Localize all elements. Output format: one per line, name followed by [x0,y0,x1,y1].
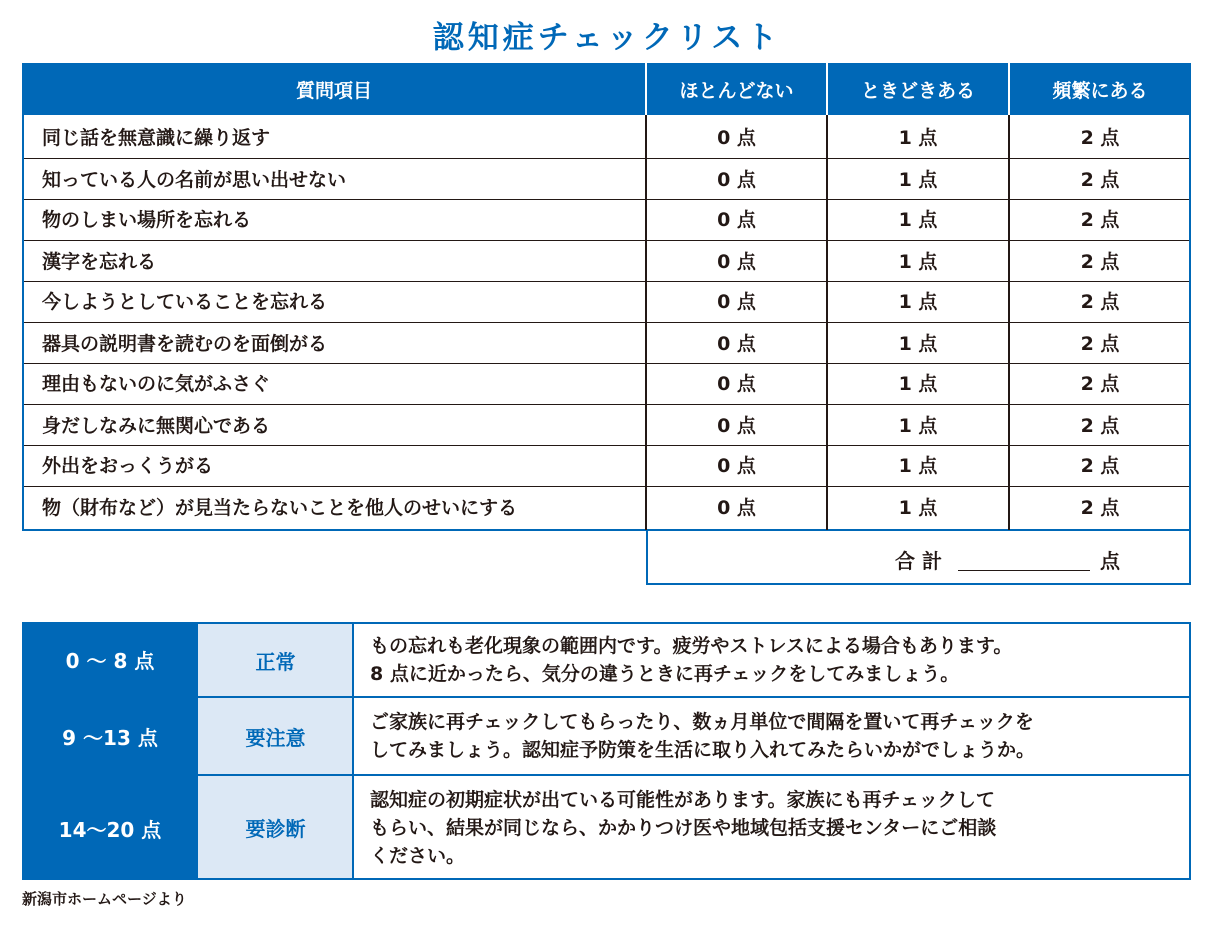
score-description [370,786,1180,870]
score-range: 9 ～13 点 [22,698,198,774]
score-label: 正常 [198,624,353,696]
total-blank[interactable] [958,570,1090,571]
question-text: 理由もないのに気がふさぐ [42,373,271,395]
score-sometimes: 1 点 [898,169,938,191]
table-row [22,200,1191,240]
score-sometimes: 1 点 [898,291,938,313]
row-divider [22,199,1191,200]
score-often: 2 点 [1080,209,1120,231]
description-line: もの忘れも老化現象の範囲内です。疲労やストレスによる場合もあります。 [370,635,1013,657]
scoring-row-divider [22,774,1191,776]
score-sometimes: 1 点 [898,415,938,437]
score-never: 0 点 [717,455,756,477]
row-divider [22,404,1191,405]
table-row [22,118,1191,158]
score-description [370,632,1180,688]
source-note: 新潟市ホームページより [22,890,187,908]
header-sometimes: ときどきある [827,63,1009,115]
header-question: 質問項目 [22,63,646,115]
score-sometimes: 1 点 [898,127,938,149]
question-text: 知っている人の名前が思い出せない [42,169,347,191]
score-never: 0 点 [717,291,756,313]
question-text: 物（財布など）が見当たらないことを他人のせいにする [42,497,518,519]
header-often: 頻繁にある [1009,63,1191,115]
score-often: 2 点 [1080,373,1120,395]
table-row [22,160,1191,200]
description-line: ご家族に再チェックしてもらったり、数ヵ月単位で間隔を置いて再チェックを [370,711,1034,733]
score-sometimes: 1 点 [898,455,938,477]
scoring-row-divider [22,696,1191,698]
scoring-column-divider [352,622,354,880]
total-unit: 点 [1100,549,1120,573]
score-sometimes: 1 点 [898,373,938,395]
page-title: 認知症チェックリスト [432,20,782,56]
score-never: 0 点 [717,415,756,437]
header-divider [826,63,828,115]
score-often: 2 点 [1080,497,1120,519]
row-divider [22,322,1191,323]
question-text: 物のしまい場所を忘れる [42,209,252,231]
score-label: 要診断 [198,776,353,878]
score-description [370,708,1180,764]
score-never: 0 点 [717,209,756,231]
score-range: 14～20 点 [22,776,198,880]
score-range: 0 ～ 8 点 [22,622,198,696]
score-sometimes: 1 点 [898,497,938,519]
description-line: してみましょう。認知症予防策を生活に取り入れてみたらいかがでしょうか。 [370,739,1036,761]
score-never: 0 点 [717,251,756,273]
column-divider [826,115,828,530]
total-label: 合 計 [895,549,942,573]
row-divider [22,281,1191,282]
table-row [22,242,1191,282]
row-divider [22,158,1191,159]
score-often: 2 点 [1080,455,1120,477]
score-never: 0 点 [717,373,756,395]
column-divider [645,115,647,530]
row-divider [22,445,1191,446]
question-text: 外出をおっくうがる [42,455,214,477]
question-text: 同じ話を無意識に繰り返す [42,127,271,149]
score-often: 2 点 [1080,291,1120,313]
score-never: 0 点 [717,333,756,355]
description-line: もらい、結果が同じなら、かかりつけ医や地域包括支援センターにご相談 [370,817,997,839]
table-row [22,406,1191,446]
score-never: 0 点 [717,127,756,149]
description-line: ください。 [370,845,466,867]
score-often: 2 点 [1080,333,1120,355]
header-divider [645,63,647,115]
score-sometimes: 1 点 [898,209,938,231]
score-often: 2 点 [1080,415,1120,437]
question-text: 漢字を忘れる [42,251,157,273]
score-sometimes: 1 点 [898,333,938,355]
row-divider [22,240,1191,241]
question-text: 身だしなみに無関心である [42,415,271,437]
table-row [22,324,1191,364]
score-often: 2 点 [1080,169,1120,191]
description-line: 8 点に近かったら、気分の違うときに再チェックをしてみましょう。 [370,663,960,685]
question-text: 今しようとしていることを忘れる [42,291,328,313]
table-left-border [22,115,24,530]
score-never: 0 点 [717,497,756,519]
header-divider [1008,63,1010,115]
score-often: 2 点 [1080,127,1120,149]
score-never: 0 点 [717,169,756,191]
score-sometimes: 1 点 [898,251,938,273]
table-row [22,364,1191,404]
table-row [22,282,1191,322]
description-line: 認知症の初期症状が出ている可能性があります。家族にも再チェックして [370,789,995,811]
table-right-border [1189,63,1191,530]
table-row [22,446,1191,486]
column-divider [1008,115,1010,530]
score-label: 要注意 [198,698,353,774]
row-divider [22,486,1191,487]
header-never: ほとんどない [646,63,827,115]
score-often: 2 点 [1080,251,1120,273]
table-row [22,488,1191,528]
question-text: 器具の説明書を読むのを面倒がる [42,333,328,355]
row-divider [22,363,1191,364]
